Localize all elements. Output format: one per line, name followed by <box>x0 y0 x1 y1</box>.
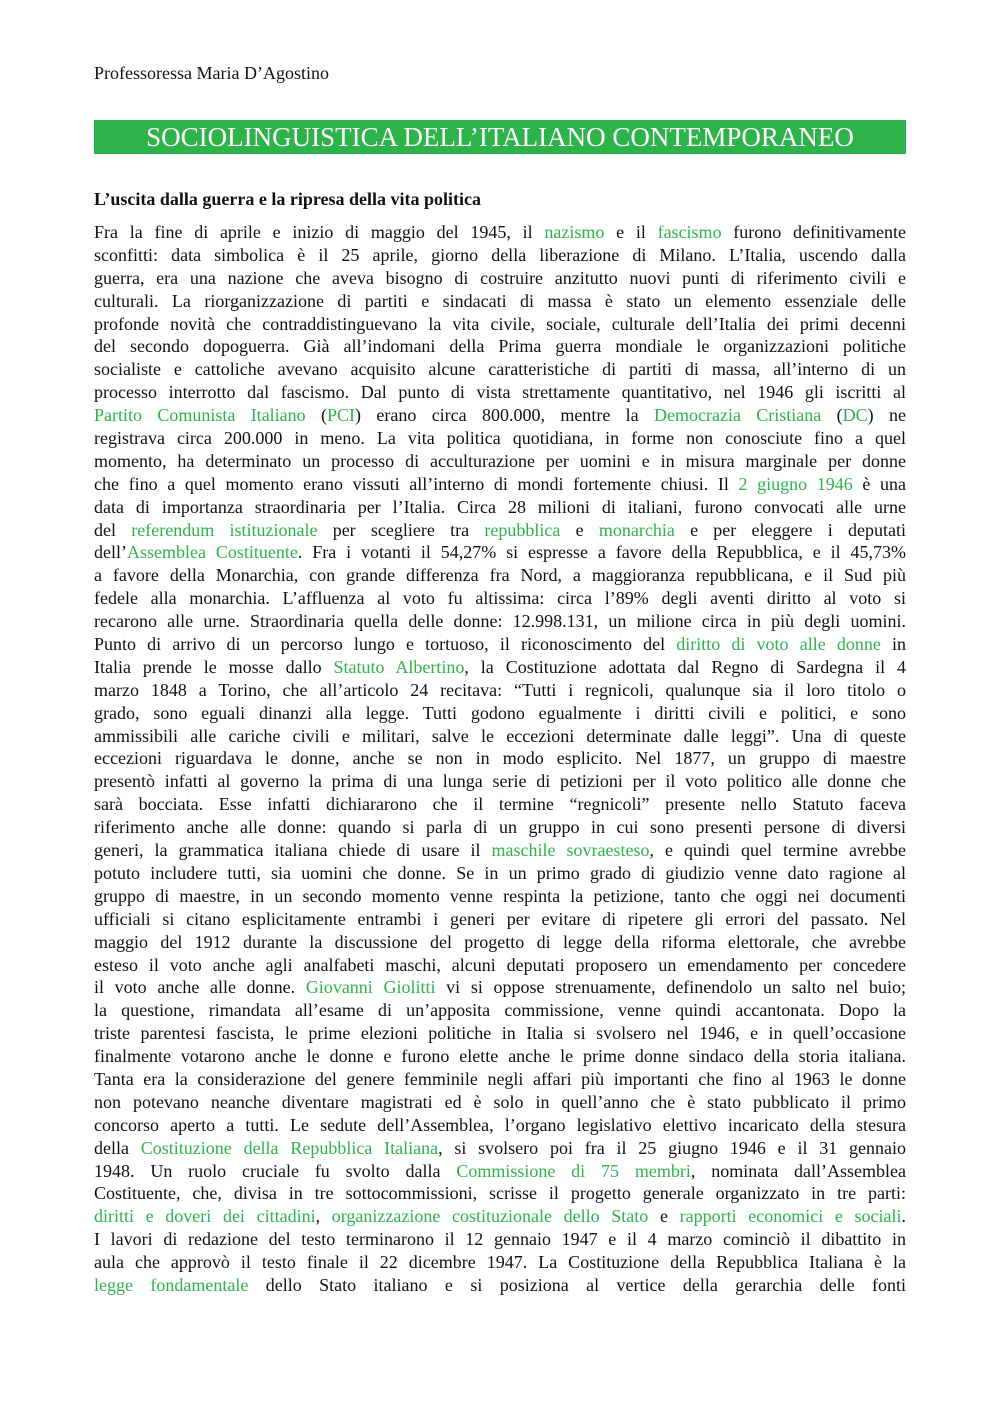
text-run: generi, la grammatica italiana chiede di usare il <box>94 840 492 861</box>
text-run: gruppo di maestre, in un secondo momento venne respinta la petizione, tanto che oggi nei documenti <box>94 885 906 906</box>
text-line <box>94 1182 906 1205</box>
text-run: marzo 1848 a Torino, che all’articolo 24 recitava: “Tutti i regnicoli, qualunque sia il loro titolo o <box>94 679 906 700</box>
text-run: , si svolsero poi fra il 25 giugno 1946 e il 31 gennaio <box>438 1137 907 1158</box>
text-run: Fra la fine di aprile e inizio di maggio del 1945, il <box>94 222 545 242</box>
text-run: vi si oppose strenuamente, definendolo un salto nel buio; <box>435 977 906 998</box>
text-run: momento, ha determinato un processo di acculturazione per uomini e in misura marginale per donne <box>94 450 906 471</box>
text-run: . <box>901 1206 906 1227</box>
text-line <box>94 976 906 999</box>
text-line <box>94 839 906 862</box>
text-line <box>94 1022 906 1045</box>
text-run: grado, sono eguali dinanzi alla legge. Tutti godono egualmente i diritti civili e politici, e sono <box>94 702 906 723</box>
hyperlink[interactable]: legge fondamentale <box>94 1274 249 1295</box>
hyperlink[interactable]: Costituzione della Repubblica Italiana <box>140 1137 439 1158</box>
text-line <box>94 473 906 496</box>
text-line <box>94 747 906 770</box>
text-run: registrava circa 200.000 in meno. La vita politica quotidiana, in forme non conosciute fino a quel <box>94 428 906 449</box>
hyperlink[interactable]: Democrazia Cristiana <box>654 405 822 426</box>
hyperlink[interactable]: fascismo <box>657 222 722 242</box>
text-run: processo interrotto dal fascismo. Dal punto di vista strettamente quantitativo, nel 1946 gli iscritti al <box>94 382 906 403</box>
hyperlink[interactable]: Statuto Albertino <box>333 656 465 677</box>
text-line <box>94 999 906 1022</box>
text-line <box>94 1274 906 1297</box>
text-line <box>94 427 906 450</box>
text-line <box>94 610 906 633</box>
text-run: 1948. Un ruolo cruciale fu svolto dalla <box>94 1160 457 1181</box>
text-run: potuto includere tutti, sia uomini che donne. Se in un primo grado di giudizio venne dato ragione al <box>94 862 906 883</box>
text-line <box>94 1137 906 1160</box>
text-run: ) ne <box>867 405 906 426</box>
text-run: esteso il voto anche agli analfabeti maschi, alcuni deputati proposero un emendamento per concedere <box>94 954 906 975</box>
text-run: del secondo dopoguerra. Già all’indomani della Prima guerra mondiale le organizzazioni politiche <box>94 336 906 357</box>
text-run: e <box>560 519 599 540</box>
text-run: ( <box>305 405 328 426</box>
text-line <box>94 816 906 839</box>
author-name: Professoressa Maria D’Agostino <box>94 63 329 83</box>
text-run: la questione, rimandata all’esame di un’apposita commissione, venne quindi accantonata. Dopo la <box>94 1000 906 1021</box>
text-run: a favore della Monarchia, con grande differenza fra Nord, a maggioranza repubblicana, e il Sud più <box>94 565 906 586</box>
text-line <box>94 381 906 404</box>
hyperlink[interactable]: 2 giugno 1946 <box>738 473 853 494</box>
text-line <box>94 221 906 244</box>
text-line <box>94 1114 906 1137</box>
text-run: e <box>648 1206 680 1227</box>
hyperlink[interactable]: organizzazione costituzionale dello Stato <box>331 1206 649 1227</box>
text-line <box>94 267 906 290</box>
text-run: che fino a quel momento erano vissuti all’interno di mondi fortemente chiusi. Il <box>94 473 739 494</box>
text-line <box>94 450 906 473</box>
text-run: il voto anche alle donne. <box>94 977 306 998</box>
text-run: , e quindi quel termine avrebbe <box>649 840 907 861</box>
text-run: sconfitti: data simbolica è il 25 aprile, giorno della liberazione di Milano. L’Italia, uscendo dalla <box>94 244 906 265</box>
hyperlink[interactable]: maschile sovraesteso <box>491 840 650 861</box>
text-run: , nominata dall’Assemblea <box>690 1160 906 1181</box>
hyperlink[interactable]: DC <box>842 405 868 426</box>
text-run: profonde novità che contraddistinguevano la vita civile, sociale, culturale dell’Italia dei primi decenni <box>94 313 906 334</box>
text-line <box>94 633 906 656</box>
text-line <box>94 1205 906 1228</box>
text-run: socialiste e cattoliche avevano acquisito alcune caratteristiche di partiti di massa, all’interno di un <box>94 359 906 380</box>
text-run: per scegliere tra <box>317 519 485 540</box>
text-line <box>94 335 906 358</box>
text-run: aula che approvò il testo finale il 22 dicembre 1947. La Costituzione della Repubblica Italiana è la <box>94 1252 906 1273</box>
text-line <box>94 564 906 587</box>
text-run: , <box>315 1206 332 1227</box>
text-line <box>94 770 906 793</box>
hyperlink[interactable]: diritti e doveri dei cittadini <box>94 1206 316 1227</box>
text-run: recarono alle urne. Straordinaria quella delle donne: 12.998.131, un milione circa in più degli uomini. <box>94 611 906 632</box>
text-run: eccezioni riguardava le donne, anche se non in modo esplicito. Nel 1877, un gruppo di maestre <box>94 748 906 769</box>
text-run: Italia prende le mosse dallo <box>94 656 334 677</box>
text-run: in <box>880 634 906 655</box>
text-run: . Fra i votanti il 54,27% si espresse a favore della Repubblica, e il 45,73% <box>297 542 906 563</box>
text-run: culturali. La riorganizzazione di partiti e sindacati di massa è stato un elemento essenziale delle <box>94 290 906 311</box>
hyperlink[interactable]: Giovanni Giolitti <box>305 977 436 998</box>
text-run: Punto di arrivo di un percorso lungo e tortuoso, il riconoscimento del <box>94 634 677 655</box>
text-line <box>94 725 906 748</box>
text-line <box>94 1045 906 1068</box>
text-run: riferimento anche alle donne: quando si parla di un gruppo in cui sono presenti persone di diversi <box>94 817 906 838</box>
hyperlink[interactable]: diritto di voto alle donne <box>676 634 881 655</box>
text-run: fedele alla monarchia. L’affluenza al voto fu altissima: circa l’89% degli aventi diritto al voto si <box>94 588 906 609</box>
text-line <box>94 885 906 908</box>
text-run: Tanta era la considerazione del genere femminile negli affari più importanti che fino al 1963 le donne <box>94 1068 906 1089</box>
text-line <box>94 908 906 931</box>
text-run: Costituente, che, divisa in tre sottocommissioni, scrisse il progetto generale organizzato in tre parti: <box>94 1183 906 1204</box>
text-line <box>94 290 906 313</box>
text-run: guerra, era una nazione che aveva bisogno di costruire anzitutto nuovi punti di riferimento civili e <box>94 267 906 288</box>
text-line <box>94 519 906 542</box>
text-line <box>94 954 906 977</box>
text-line <box>94 1228 906 1251</box>
text-run: dell’ <box>94 542 127 563</box>
text-line <box>94 656 906 679</box>
hyperlink[interactable]: referendum istituzionale <box>131 519 318 540</box>
hyperlink[interactable]: repubblica <box>484 519 561 540</box>
text-line <box>94 313 906 336</box>
text-run: non potevano neanche diventare magistrati ed è solo in quell’anno che è stato pubblicato il primo <box>94 1091 906 1112</box>
text-line <box>94 404 906 427</box>
text-run: è una <box>852 473 906 494</box>
text-line <box>94 1068 906 1091</box>
hyperlink[interactable]: monarchia <box>598 519 675 540</box>
hyperlink[interactable]: PCI <box>327 405 356 426</box>
text-line <box>94 1251 906 1274</box>
text-run: presentò infatti al governo la prima di una lunga serie di petizioni per il voto politico alle donne che <box>94 771 906 792</box>
text-run: data di importanza straordinaria per l’Italia. Circa 28 milioni di italiani, furono convocati alle urne <box>94 496 906 517</box>
text-run: e per eleggere i deputati <box>674 519 906 540</box>
text-run: del <box>94 519 132 540</box>
text-run: furono definitivamente <box>721 222 906 242</box>
text-line <box>94 793 906 816</box>
text-line <box>94 244 906 267</box>
hyperlink[interactable]: nazismo <box>544 222 605 242</box>
text-run: ) erano circa 800.000, mentre la <box>355 405 655 426</box>
text-line <box>94 358 906 381</box>
text-run: ufficiali si citano esplicitamente entrambi i generi per evitare di ripetere gli errori del passato. Nel <box>94 908 906 929</box>
text-run: e il <box>604 222 658 242</box>
text-run: triste parentesi fascista, le prime elezioni politiche in Italia si svolsero nel 1946, e in quell’occasione <box>94 1023 906 1044</box>
text-line <box>94 862 906 885</box>
text-run: sarà bocciata. Esse infatti dichiararono che il termine “regnicoli” presente nello Statuto faceva <box>94 794 906 815</box>
text-line <box>94 587 906 610</box>
body-paragraph <box>94 221 906 1297</box>
hyperlink[interactable]: Assemblea Costituente <box>127 542 298 563</box>
text-line <box>94 931 906 954</box>
hyperlink[interactable]: rapporti economici e sociali <box>679 1206 902 1227</box>
text-run: ammissibili alle cariche civili e militari, salve le eccezioni determinate dalle leggi”. Una di queste <box>94 725 906 746</box>
text-line <box>94 1091 906 1114</box>
document-title: SOCIOLINGUISTICA DELL’ITALIANO CONTEMPORANEO <box>94 120 906 154</box>
text-run: finalmente votarono anche le donne e furono elette anche le prime donne sindaco della storia italiana. <box>94 1046 906 1067</box>
text-run: della <box>94 1137 141 1158</box>
hyperlink[interactable]: Partito Comunista Italiano <box>94 405 306 426</box>
text-run: concorso aperto a tutti. Le sedute dell’Assemblea, l’organo legislativo elettivo incaricato della stesura <box>94 1114 906 1135</box>
text-run: , la Costituzione adottata dal Regno di Sardegna il 4 <box>464 656 906 677</box>
text-line <box>94 496 906 519</box>
text-line <box>94 679 906 702</box>
text-line <box>94 1160 906 1183</box>
text-run: maggio del 1912 durante la discussione del progetto di legge della riforma elettorale, che avrebbe <box>94 931 906 952</box>
hyperlink[interactable]: Commissione di 75 membri <box>456 1160 691 1181</box>
text-run: dello Stato italiano e si posiziona al vertice della gerarchia delle fonti <box>248 1274 906 1295</box>
text-run: I lavori di redazione del testo terminarono il 12 gennaio 1947 e il 4 marzo cominciò il dibattito in <box>94 1229 906 1250</box>
text-line <box>94 702 906 725</box>
text-run: ( <box>821 405 843 426</box>
text-line <box>94 541 906 564</box>
section-heading: L’uscita dalla guerra e la ripresa della vita politica <box>94 189 481 209</box>
